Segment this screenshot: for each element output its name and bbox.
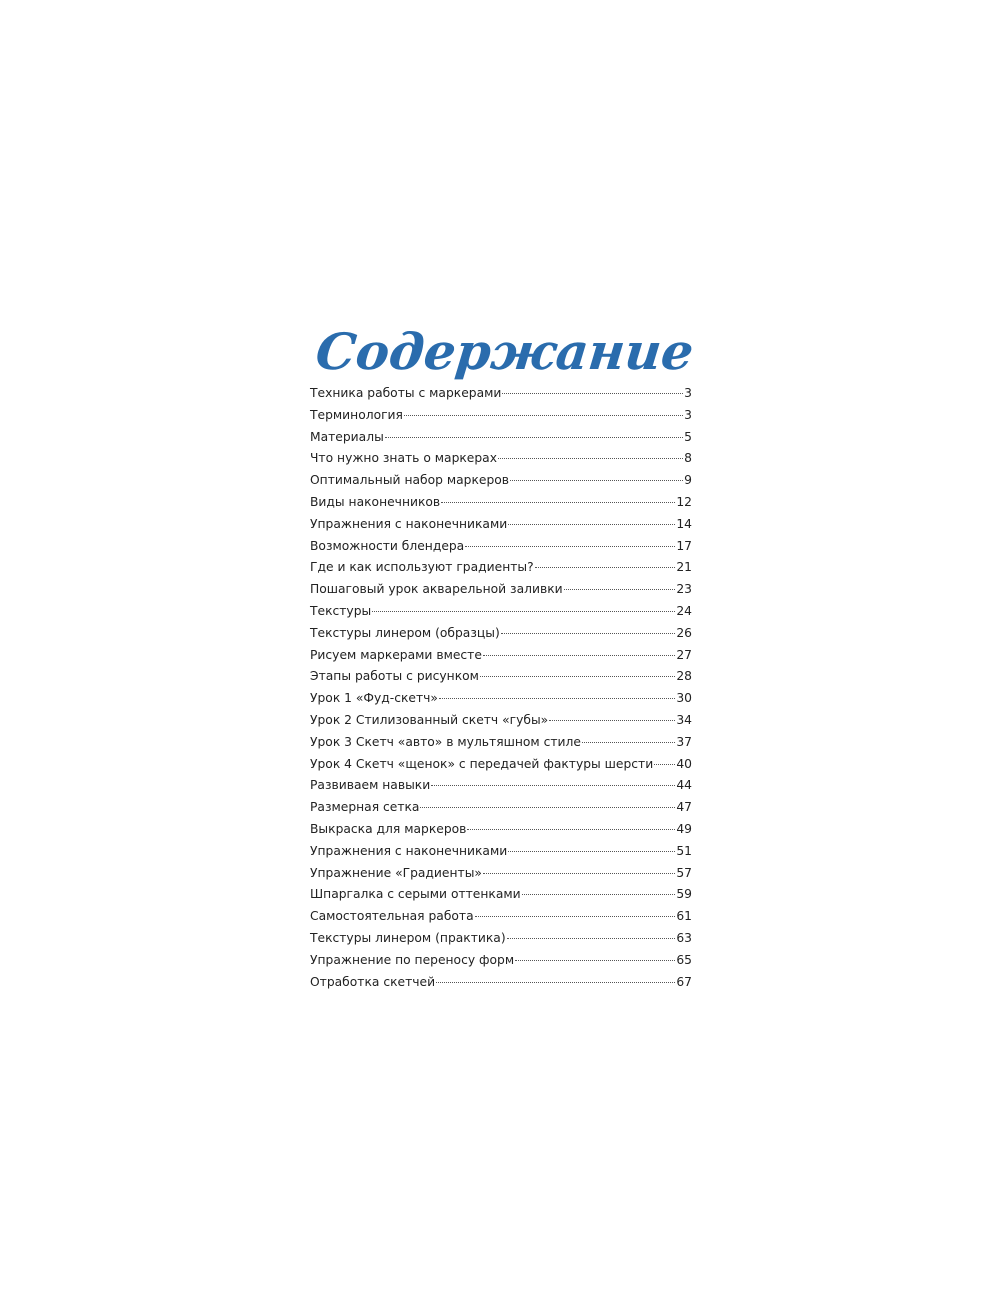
toc-dot-leader [436,982,675,983]
toc-dot-leader [535,567,676,568]
toc-entry-page: 34 [676,712,692,727]
toc-dot-leader [507,938,676,939]
toc-entry-title: Оптимальный набор маркеров [310,473,510,488]
toc-entry [310,800,692,822]
toc-dot-leader [420,807,675,808]
toc-entry [310,887,692,909]
toc-entry [310,495,692,517]
toc-entry [310,778,692,800]
toc-dot-leader [431,785,675,786]
toc-entry-page: 30 [676,691,692,706]
toc-entry-page: 37 [676,734,692,749]
toc-entry-title: Пошаговый урок акварельной заливки [310,582,563,597]
toc-dot-leader [439,698,675,699]
toc-entry [310,822,692,844]
toc-dot-leader [467,829,675,830]
toc-entry-page: 49 [676,821,692,836]
toc-entry-title: Выкраска для маркеров [310,821,467,836]
toc-entry-page: 40 [676,756,692,771]
toc-entry-title: Текстуры линером (образцы) [310,625,500,640]
toc-entry [310,757,692,779]
toc-dot-leader [372,611,675,612]
toc-entry-title: Урок 2 Стилизованный скетч «губы» [310,712,549,727]
toc-dot-leader [582,742,675,743]
toc-entry-title: Что нужно знать о маркерах [310,451,497,466]
toc-entry-page: 12 [676,494,692,509]
toc-entry [310,909,692,931]
toc-dot-leader [404,415,683,416]
toc-dot-leader [654,764,675,765]
toc-entry-page: 47 [676,800,692,815]
toc-dot-leader [510,480,683,481]
toc-entry-title: Виды наконечников [310,494,441,509]
toc-entry-page: 44 [676,778,692,793]
toc-entry-page: 5 [684,429,692,444]
toc-entry [310,430,692,452]
toc-entry-title: Материалы [310,429,384,444]
toc-entry [310,626,692,648]
toc-entry-page: 14 [676,516,692,531]
toc-dot-leader [515,960,675,961]
toc-entry-page: 23 [676,582,692,597]
toc-entry-page: 3 [684,407,692,422]
toc-dot-leader [549,720,675,721]
toc-entry [310,473,692,495]
toc-entry-title: Размерная сетка [310,800,420,815]
toc-entry-title: Упражнения с наконечниками [310,843,508,858]
table-of-contents [310,386,692,996]
toc-entry [310,844,692,866]
toc-entry-page: 57 [676,865,692,880]
toc-dot-leader [441,502,675,503]
toc-entry [310,648,692,670]
toc-entry-page: 24 [676,603,692,618]
toc-entry-page: 26 [676,625,692,640]
toc-entry [310,866,692,888]
toc-dot-leader [465,546,675,547]
toc-entry [310,975,692,997]
toc-entry-page: 65 [676,952,692,967]
toc-entry [310,931,692,953]
toc-entry-page: 67 [676,974,692,989]
toc-entry-title: Развиваем навыки [310,778,431,793]
toc-entry [310,604,692,626]
toc-entry-page: 61 [676,909,692,924]
toc-entry-page: 17 [676,538,692,553]
toc-entry-title: Шпаргалка с серыми оттенками [310,887,521,902]
toc-entry-title: Терминология [310,407,403,422]
toc-entry-page: 59 [676,887,692,902]
toc-dot-leader [502,393,683,394]
toc-entry-page: 8 [684,451,692,466]
toc-entry-title: Упражнения с наконечниками [310,516,508,531]
toc-entry-title: Техника работы с маркерами [310,386,502,400]
toc-entry-title: Упражнение «Градиенты» [310,865,482,880]
toc-entry-page: 27 [676,647,692,662]
toc-entry [310,735,692,757]
toc-entry-page: 28 [676,669,692,684]
toc-entry-page: 63 [676,930,692,945]
toc-entry-title: Текстуры линером (практика) [310,930,506,945]
toc-entry [310,953,692,975]
page-title: Содержание [313,322,697,381]
toc-entry [310,691,692,713]
toc-entry-title: Где и как используют градиенты? [310,560,534,575]
toc-entry [310,539,692,561]
toc-entry-title: Упражнение по переносу форм [310,952,515,967]
toc-entry [310,386,692,408]
toc-entry-title: Самостоятельная работа [310,909,474,924]
toc-entry [310,713,692,735]
toc-entry-title: Возможности блендера [310,538,465,553]
toc-dot-leader [501,633,676,634]
toc-entry [310,582,692,604]
toc-entry-title: Отработка скетчей [310,974,436,989]
toc-entry-page: 21 [676,560,692,575]
toc-entry [310,517,692,539]
toc-dot-leader [483,873,675,874]
toc-dot-leader [483,655,675,656]
toc-entry [310,451,692,473]
toc-dot-leader [508,524,675,525]
toc-dot-leader [508,851,675,852]
toc-dot-leader [498,458,683,459]
toc-entry-title: Урок 4 Скетч «щенок» с передачей фактуры шерсти [310,756,654,771]
toc-entry-page: 9 [684,473,692,488]
toc-dot-leader [475,916,676,917]
toc-entry [310,560,692,582]
toc-dot-leader [564,589,676,590]
toc-entry-title: Этапы работы с рисунком [310,669,479,684]
toc-entry-page: 51 [676,843,692,858]
toc-dot-leader [385,437,683,438]
toc-entry [310,669,692,691]
toc-entry-title: Текстуры [310,603,372,618]
toc-dot-leader [522,894,676,895]
toc-dot-leader [480,676,675,677]
toc-entry-title: Урок 3 Скетч «авто» в мультяшном стиле [310,734,581,749]
toc-entry-page: 3 [684,386,692,400]
toc-entry-title: Урок 1 «Фуд-скетч» [310,691,438,706]
toc-entry-title: Рисуем маркерами вместе [310,647,482,662]
toc-entry [310,408,692,430]
